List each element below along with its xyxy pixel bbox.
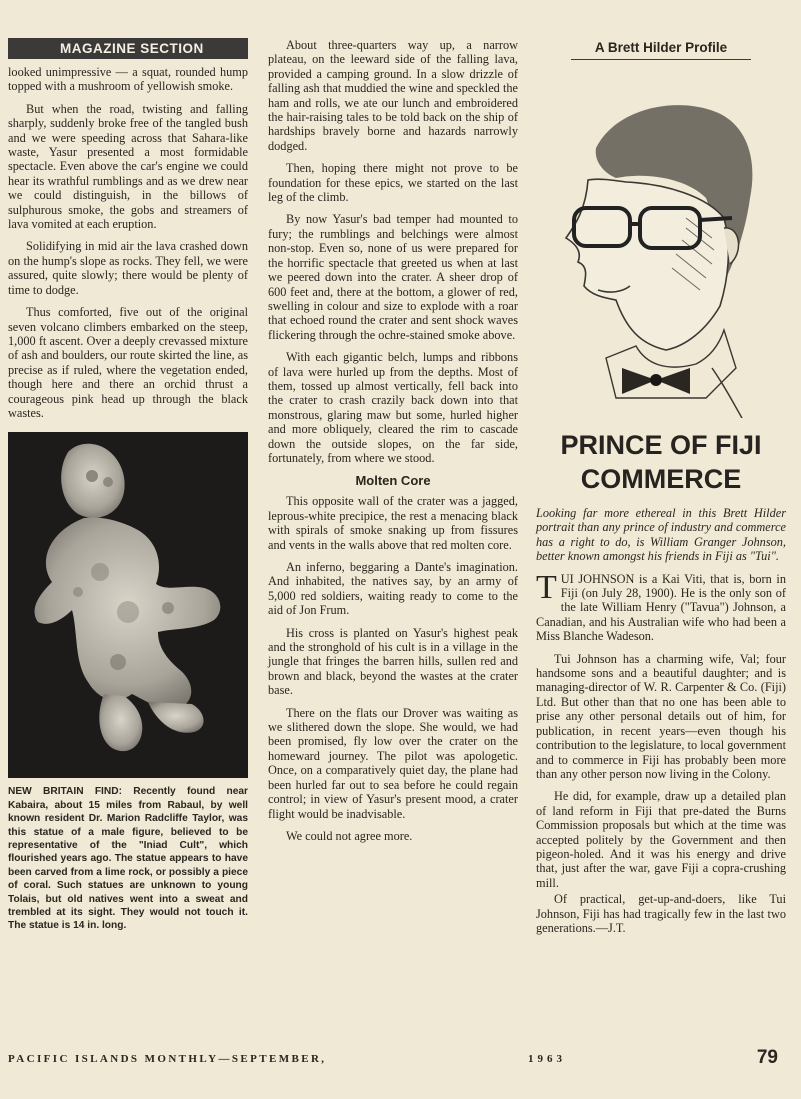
publication-line: PACIFIC ISLANDS MONTHLY—SEPTEMBER, [8, 1053, 327, 1065]
paragraph: We could not agree more. [286, 828, 413, 843]
intro-paragraph: Looking far more ethereal in this Brett Hilder portrait than any prince of industry and commerce has a right to do, is William Granger Johnson, better known amongst his friends in Fiji as "Tui". [536, 506, 786, 564]
paragraph: This opposite wall of the crater was a jagged, leprous-white precipice, the rest a menacing black with spirals of smoke snaking up from fissures and vents in the walls above that red molten core. [268, 494, 518, 552]
paragraph: Solidifying in mid air the lava crashed down on the hump's slope as rocks. They fell, we were assured, quite slowly; there would be plenty of time to dodge. [8, 239, 248, 297]
drop-cap: T [536, 568, 557, 606]
paragraph: Of practical, get-up-and-doers, like Tui Johnson, Fiji has had tragically few in the last two generations.—J.T. [536, 892, 786, 935]
headline [536, 428, 786, 496]
paragraph: By now Yasur's bad temper had mounted to fury; the rumblings and belchings were almost non-stop. Even so, none of us were prepared for the horrific spectacle that greeted us when at last we peered down into the crater. A sheer drop of 600 feet and, there at the bottom, a glower of red, swelling in colour and size to explode with a roar that echoed round the crater and sent shock waves flickering through the ochre-stained smoke above. [268, 212, 518, 342]
paragraph: But when the road, twisting and falling sharply, suddenly broke free of the tangled bush and we were speeding across that Sahara-like waste, Yasur presented a most formidable spectacle. Even above the car's engine we could hear its wrathful rumblings and as we drew near we could distinguish, in the billows of sulphurous smoke, the gobs and streamers of lava vomited at each eruption. [8, 101, 248, 232]
page-number: 79 [756, 1047, 778, 1068]
headline-line: COMMERCE [580, 464, 742, 494]
section-banner: MAGAZINE SECTION [8, 38, 248, 59]
paragraph: About three-quarters way up, a narrow plateau, on the leeward side of the falling lava, provided a camping ground. In a slow drizzle of falling ash that muddied the wine and speckled the ham and rolls, we ate our lunch and embroidered the hair-raising tales to be told back on the ship of hardships bravely borne and hazards narrowly dodged. [268, 38, 518, 153]
statue-photo [8, 432, 248, 778]
paragraph-lead [536, 568, 786, 644]
paragraph: Tui Johnson has a charming wife, Val; four handsome sons and a beautiful daughter; and is managing-director of W. R. Carpenter & Co. (Fiji) Ltd. But other than that no one has been able to prise any other personal details out of him, for publication, in recent years—even though his contribution to the legislature, to local government and to commerce in Fiji has probably been more than any other person now living in the Colony. [536, 651, 786, 781]
paragraph: looked unimpressive — a squat, rounded hump topped with a mushroom of yellowish smoke. [8, 65, 248, 94]
photo-caption: NEW BRITAIN FIND: Recently found near Kabaira, about 15 miles from Rabaul, by well known resident Dr. Marion Radcliffe Taylor, was this statue of a male figure, believed to be representative of the "Iniad Cult", which flourished years ago. The statue appears to have been carved from a lime rock, or possibly a piece of coral. Such statues are unknown to young Tolais, but old natives went into a sweat and trembled at its sight. They would not touch it. The statue is 14 in. long. [8, 786, 248, 932]
page-footer [8, 1049, 778, 1069]
divider [571, 59, 751, 60]
paragraph: Then, hoping there might not prove to be foundation for these epics, we started on the last leg of the climb. [268, 161, 518, 205]
column-right [536, 38, 786, 943]
column-left [8, 38, 248, 933]
paragraph: Thus comforted, five out of the original seven volcano climbers embarked on the steep, 1,000 ft ascent. Over a deeply crevassed mixture of ash and boulders, our route skirted the line, as precise as if ruled, where the vegetation ended, though here and there an orchid thrust a courageous pink head up through the black wastes. [8, 305, 248, 420]
column-middle [268, 38, 518, 851]
lead-text: UI JOHNSON is a Kai Viti, that is, born in Fiji (on July 28, 1900). He is the only son of the late William Henry ("Tavua") Johnson, a Canadian, and his Australian wife who had been a Miss Blanche Wadeson. [536, 571, 786, 644]
paragraph: His cross is planted on Yasur's highest peak and the stronghold of his cult is in a village in the jungle that fringes the barren hills, sullen red and brown and black, beyond the wastes at the crater base. [268, 625, 518, 698]
profile-kicker: A Brett Hilder Profile [594, 40, 728, 55]
paragraph: With each gigantic belch, lumps and ribbons of lava were hurled up from the depths. Most of them, tossed up almost vertically, fell back into the crater to crash crazily back down into that monstrous, glaring maw but some, hurled higher and more obliquely, cleared the rim to cascade down the outside slopes, on the far side, fortunately, from where we stood. [268, 350, 518, 465]
headline-line: PRINCE OF FIJI [560, 430, 762, 460]
paragraph: He did, for example, draw up a detailed plan of land reform in Fiji that pre-dated the Burns Commission proposals but which at the time was accepted politely by the Government and then pigeon-holed. And it was his energy and drive that, just after the war, gave Fiji a copra-crushing mill. [536, 789, 786, 890]
portrait-image [536, 68, 786, 418]
subheading: Molten Core [355, 473, 431, 489]
paragraph: An inferno, beggaring a Dante's imagination. And inhabited, the natives say, by an army of 5,000 red soldiers, waiting ready to come to the aid of Jon Frum. [268, 560, 518, 618]
statue-image [8, 432, 248, 778]
paragraph: There on the flats our Drover was waiting as we slithered down the slope. She would, we had been promised, fly low over the crater on the homeward journey. The pilot was apologetic. Once, on a comparatively quiet day, the plane had been hurled far out to sea before he could regain control; in view of Yasur's present mood, a crater flight would be inadvisable. [268, 705, 518, 821]
publication-year: 1963 [528, 1053, 566, 1065]
portrait-sketch [536, 68, 786, 418]
